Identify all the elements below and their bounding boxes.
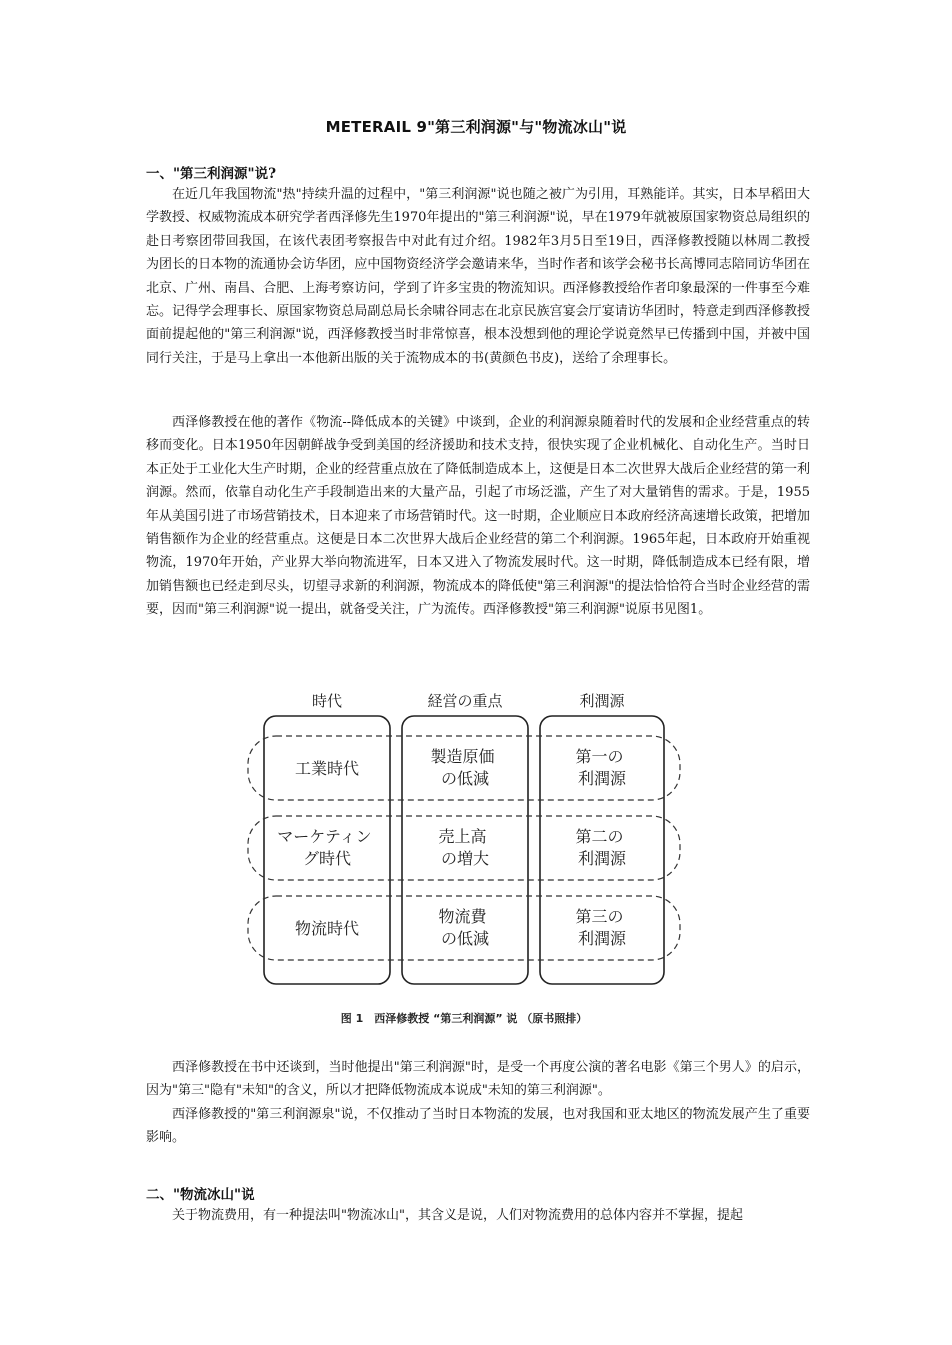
column-heading: 経営の重点 — [427, 692, 503, 710]
document-title: METERAIL 9"第三利润源"与"物流冰山"说 — [325, 118, 627, 136]
paragraph-5: 关于物流费用，有一种提法叫"物流冰山"，其含义是说，人们对物流费用的总体内容并不掌握，提起 — [172, 1208, 743, 1223]
cell-line: 物流費 — [438, 907, 487, 926]
cell-line: 利潤源 — [577, 929, 627, 948]
cell-line: 第一の — [575, 747, 624, 766]
cell-line: 第二の — [575, 827, 624, 846]
cell-line: 売上高 — [438, 827, 487, 846]
paragraph-1: 在近几年我国物流"热"持续升温的过程中，"第三利润源"说也随之被广为引用，耳熟能详。其实，日本早稻田大学教授、权威物流成本研究学者西泽修先生1970年提出的"第三利润源"说，早在1979年就被原国家物资总局组织的赴日考察团带回我国，在该代表团考察报告中对此有过介绍。1982年3月5日至19日，西泽修教授随以林周二教授为团长的日本物的流通协会访华团，应中国物资经济学会邀请来华，当时作者和该学会秘书长高博同志陪同访华团在北京、广州、南昌、合肥、上海考察访问，学到了许多宝贵的物流知识。西泽修教授给作者印象最深的一件事至今难忘。记得学会理事长、原国家物资总局副总局长余啸谷同志在北京民族宫宴会厅宴请访华团时，特意走到西泽修教授面前提起他的"第三利润源"说，西泽修教授当时非常惊喜，根本没想到他的理论学说竟然早已传播到中国，并被中国同行关注，于是马上拿出一本他新出版的关于流物成本的书(黄颜色书皮)，送给了余理事长。 — [146, 187, 810, 366]
cell-line: の低減 — [440, 769, 490, 788]
column-heading: 利潤源 — [579, 692, 625, 710]
section-heading-2: 二、"物流冰山"说 — [146, 1187, 255, 1203]
cell-focus — [438, 907, 491, 948]
paragraph-2: 西泽修教授在他的著作《物流--降低成本的关键》中谈到，企业的利润源泉随着时代的发展和企业经营重点的转移而变化。日本1950年因朝鲜战争受到美国的经济援助和技术支持，很快实现了企业机械化、自动化生产。当时日本正处于工业化大生产时期，企业的经营重点放在了降低制造成本上，这便是日本二次世界大战后企业经营的第一利润源。然而，依靠自动化生产手段制造出来的大量产品，引起了市场泛滥，产生了对大量销售的需求。于是，1955年从美国引进了市场营销技术，日本迎来了市场营销时代。这一时期，企业顺应日本政府经济高速增长政策，把增加销售额作为企业的经营重点。这便是日本二次世界大战后企业经营的第二个利润源。1965年起，日本政府开始重视物流，1970年开始，产业界大举向物流进军，日本又进入了物流发展时代。这一时期，降低制造成本已经有限，增加销售额也已经走到尽头，切望寻求新的利润源，物流成本的降低使"第三利润源"的提法恰恰符合当时企业经营的需要，因而"第三利润源"说一提出，就备受关注，广为流传。西泽修教授"第三利润源"说原书见图1。 — [146, 415, 810, 618]
cell-era: 物流時代 — [294, 919, 360, 938]
cell-profit-source — [575, 747, 628, 788]
figure-caption: 图 1 西泽修教授 “第三利润源” 说 （原书照排） — [340, 1012, 588, 1025]
column-heading: 時代 — [311, 692, 343, 710]
figure-1 — [240, 684, 688, 1036]
cell-line: 利潤源 — [577, 769, 627, 788]
cell-profit-source — [575, 907, 628, 948]
paragraph-3: 西泽修教授在书中还谈到，当时他提出"第三利润源"时，是受一个再度公演的著名电影《第三个男人》的启示，因为"第三"隐有"未知"的含义，所以才把降低物流成本说成"未知的第三利润源"。 — [146, 1060, 810, 1099]
cell-line: の低減 — [440, 929, 490, 948]
row-band — [248, 816, 680, 880]
cell-era — [277, 827, 377, 868]
cell-profit-source — [575, 827, 628, 868]
cell-focus — [430, 747, 499, 788]
section-heading-1: 一、"第三利润源"说? — [146, 166, 276, 182]
cell-line: 第三の — [575, 907, 624, 926]
cell-line: 利潤源 — [577, 849, 627, 868]
figure-diagram — [240, 684, 688, 1004]
cell-focus — [438, 827, 491, 868]
cell-line: マーケティン — [277, 827, 372, 846]
cell-line: 製造原価 — [430, 747, 495, 766]
cell-line: グ時代 — [302, 849, 352, 868]
cell-line: の増大 — [440, 849, 490, 868]
paragraph-4: 西泽修教授的"第三利润源泉"说，不仅推动了当时日本物流的发展，也对我国和亚太地区的物流发展产生了重要影响。 — [146, 1107, 810, 1146]
cell-era: 工業時代 — [294, 759, 360, 778]
